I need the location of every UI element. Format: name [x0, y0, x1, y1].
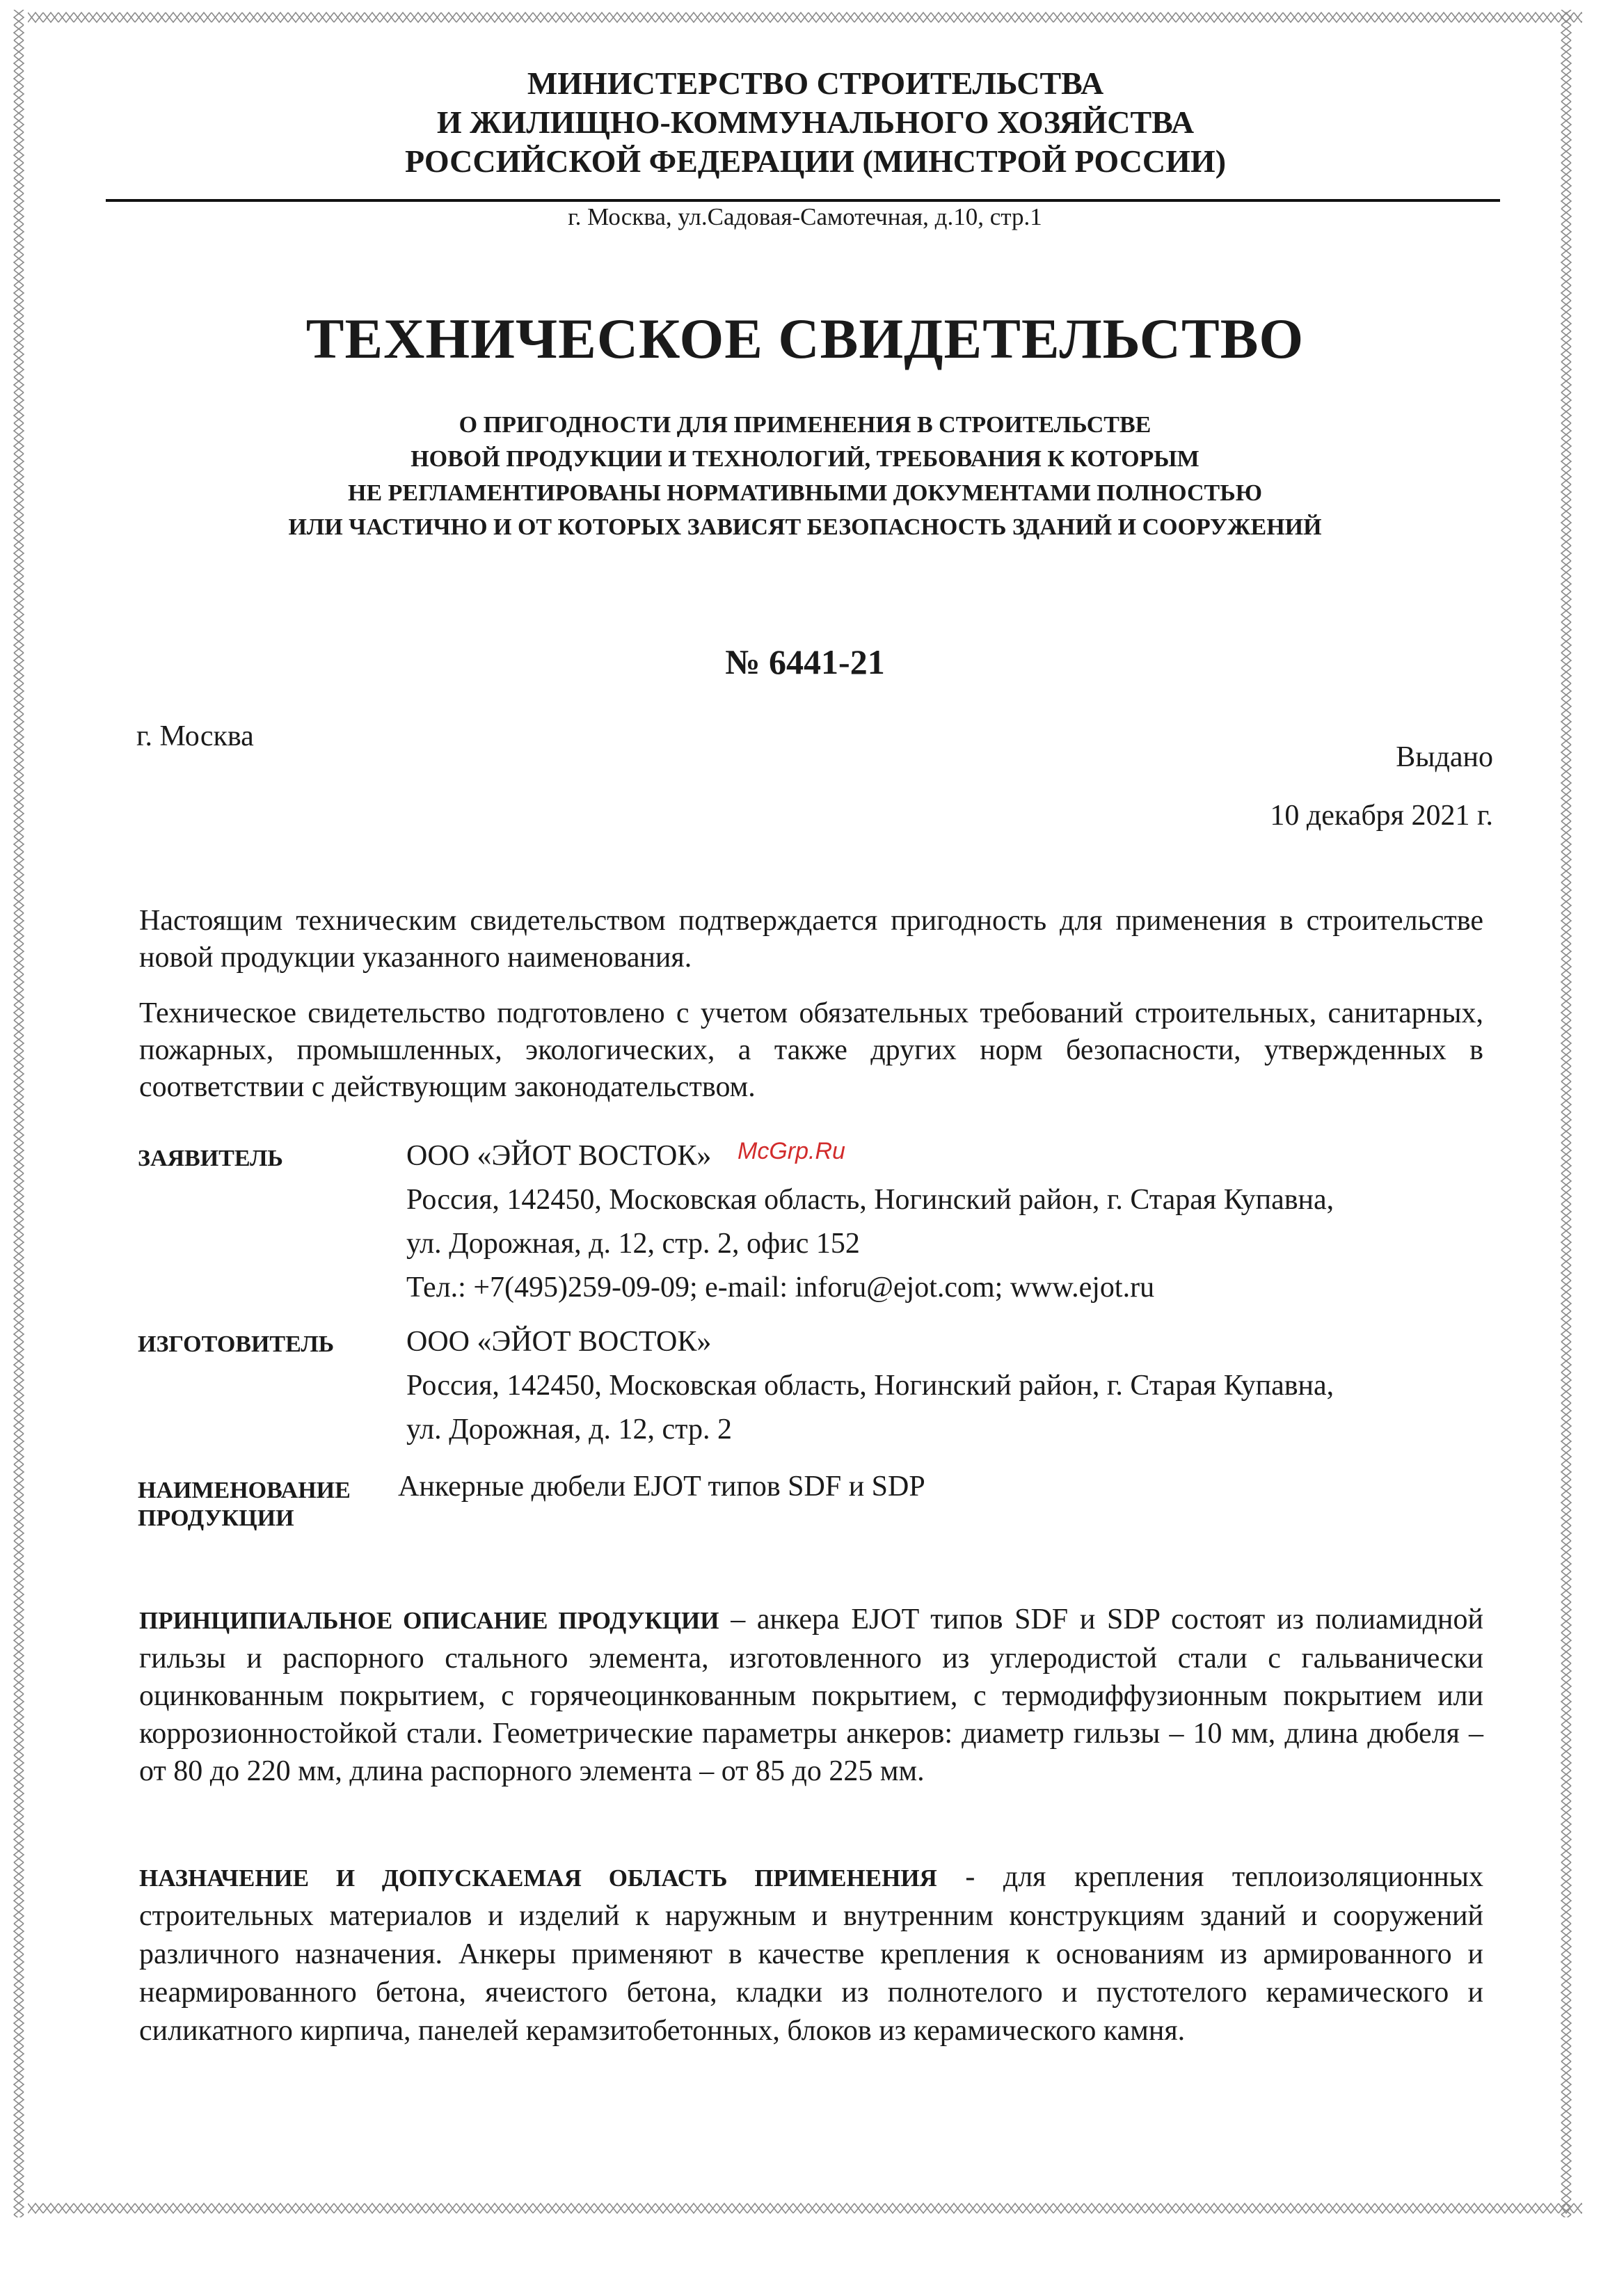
- product-label-line: НАИМЕНОВАНИЕ: [138, 1478, 351, 1503]
- applicant-address-line: ул. Дорожная, д. 12, стр. 2, офис 152: [406, 1228, 860, 1260]
- document-subtitle: [0, 408, 1610, 544]
- manufacturer-details: [406, 1320, 1334, 1452]
- document-title: ТЕХНИЧЕСКОЕ СВИДЕТЕЛЬСТВО: [305, 307, 1305, 370]
- subtitle-line: НОВОЙ ПРОДУКЦИИ И ТЕХНОЛОГИЙ, ТРЕБОВАНИЯ К КОТОРЫМ: [411, 446, 1199, 472]
- manufacturer-label: ИЗГОТОВИТЕЛЬ: [138, 1331, 335, 1357]
- purpose-paragraph: [139, 1858, 1483, 2050]
- ministry-line: И ЖИЛИЩНО-КОММУНАЛЬНОГО ХОЗЯЙСТВА: [436, 104, 1195, 140]
- description-text: – анкера EJOT типов SDF и SDP состоят из полиамидной гильзы и распорного стального элемента, изготовленного из углеродистой стали с гальванически оцинкованным покрытием, с горячеоцинкованным покрытием, с термодиффузионным покрытием или коррозионностойкой стали. Геометрические параметры анкеров: диаметр гильзы – 10 мм, длина дюбеля – от 80 до 220 мм, длина распорного элемента – от 85 до 225 мм.: [139, 1604, 1483, 1787]
- ministry-header: [0, 64, 1610, 181]
- issue-block: [1270, 728, 1493, 845]
- site-watermark: McGrp.Ru: [738, 1138, 845, 1164]
- product-label-line: ПРОДУКЦИИ: [138, 1505, 294, 1531]
- applicant-details: [406, 1134, 1334, 1310]
- issue-date: 10 декабря 2021 г.: [1270, 800, 1493, 832]
- description-paragraph: [139, 1601, 1483, 1790]
- certificate-number: № 6441-21: [725, 642, 885, 681]
- manufacturer-address-line: ул. Дорожная, д. 12, стр. 2: [406, 1414, 733, 1446]
- applicant-contacts: Тел.: +7(495)259-09-09; e-mail: inforu@ejot.com; www.ejot.ru: [406, 1272, 1155, 1304]
- issued-label: Выдано: [1396, 741, 1493, 773]
- ministry-line: МИНИСТЕРСТВО СТРОИТЕЛЬСТВА: [527, 65, 1104, 101]
- product-name-label: [138, 1477, 351, 1533]
- manufacturer-name: ООО «ЭЙОТ ВОСТОК»: [406, 1326, 712, 1358]
- decorative-border-top: [28, 8, 1582, 26]
- prepared-paragraph: Техническое свидетельство подготовлено с учетом обязательных требований строительных, санитарных, пожарных, промышленных, экологических, а также других норм безопасности, утвержденных в соответствии с действующим законодательством.: [139, 997, 1483, 1103]
- subtitle-line: О ПРИГОДНОСТИ ДЛЯ ПРИМЕНЕНИЯ В СТРОИТЕЛЬСТВЕ: [459, 412, 1151, 438]
- description-label: ПРИНЦИПИАЛЬНОЕ ОПИСАНИЕ ПРОДУКЦИИ: [139, 1607, 719, 1634]
- decorative-border-bottom: [28, 2199, 1582, 2217]
- subtitle-line: ИЛИ ЧАСТИЧНО И ОТ КОТОРЫХ ЗАВИСЯТ БЕЗОПАСНОСТЬ ЗДАНИЙ И СООРУЖЕНИЙ: [288, 514, 1322, 540]
- applicant-address-line: Россия, 142450, Московская область, Ногинский район, г. Старая Купавна,: [406, 1184, 1334, 1216]
- purpose-label: НАЗНАЧЕНИЕ И ДОПУСКАЕМАЯ ОБЛАСТЬ ПРИМЕНЕНИЯ: [139, 1864, 937, 1892]
- issue-city: г. Москва: [136, 720, 254, 752]
- ministry-line: РОССИЙСКОЙ ФЕДЕРАЦИИ (МИНСТРОЙ РОССИИ): [404, 143, 1227, 179]
- purpose-text: - для крепления теплоизоляционных строительных материалов и изделий к наружным и внутренним конструкциям зданий и сооружений различного назначения. Анкеры применяют в качестве крепления к основаниям из армированного и неармированного бетона, ячеистого бетона, кладки из полнотелого и пустотелого керамического и силикатного кирпича, панелей керамзитобетонных, блоков из керамического камня.: [139, 1861, 1483, 2047]
- confirmation-paragraph: Настоящим техническим свидетельством подтверждается пригодность для применения в строительстве новой продукции указанного наименования.: [139, 905, 1483, 974]
- header-divider: [106, 199, 1500, 202]
- ministry-address: г. Москва, ул.Садовая-Самотечная, д.10, стр.1: [568, 203, 1042, 230]
- applicant-name: ООО «ЭЙОТ ВОСТОК»: [406, 1140, 712, 1172]
- applicant-label: ЗАЯВИТЕЛЬ: [138, 1146, 283, 1171]
- product-name-value: Анкерные дюбели EJOT типов SDF и SDP: [398, 1471, 925, 1503]
- subtitle-line: НЕ РЕГЛАМЕНТИРОВАНЫ НОРМАТИВНЫМИ ДОКУМЕНТАМИ ПОЛНОСТЬЮ: [348, 480, 1262, 506]
- manufacturer-address-line: Россия, 142450, Московская область, Ногинский район, г. Старая Купавна,: [406, 1370, 1334, 1402]
